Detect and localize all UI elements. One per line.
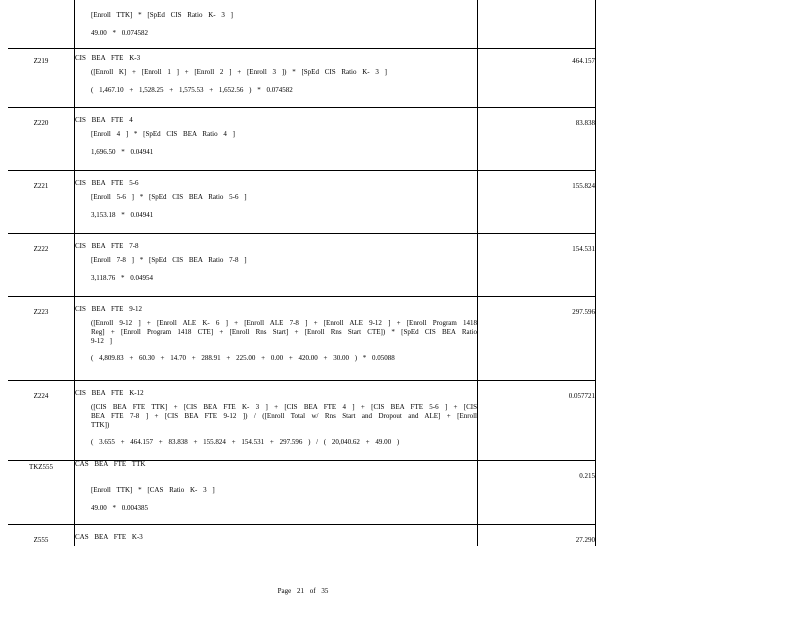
row-computation: 49.00 * 0.004385 (91, 503, 148, 512)
row-computation: 3,153.18 * 0.04941 (91, 210, 154, 219)
row-title: CAS BEA FTE K-3 (75, 532, 143, 541)
row-formula: ([Enroll 9-12 ] + [Enroll ALE K- 6 ] + [Enroll ALE 7-8 ] + [Enroll ALE 9-12 ] + [Enroll Program 1418 Reg] + [Enroll Program 1418 CTE] + [Enroll Rns Start] + [Enroll Rns Start CTE]) * [SpEd CIS BEA Ratio 9-12 ] (91, 318, 477, 345)
row-value: 0.057721 (478, 380, 596, 460)
page-footer (0, 587, 606, 595)
row-title: CIS BEA FTE 5-6 (75, 178, 139, 187)
row-value: 27.290 (478, 524, 596, 546)
table-row (8, 48, 596, 107)
page-label: Page (277, 587, 292, 595)
table-row (8, 296, 596, 380)
row-description (75, 170, 478, 233)
row-computation: 1,696.50 * 0.04941 (91, 147, 154, 156)
row-title: CIS BEA FTE K-12 (75, 388, 144, 397)
row-code: Z219 (8, 48, 75, 107)
table-row (8, 460, 596, 524)
row-code: Z555 (33, 535, 49, 544)
row-description (75, 233, 478, 296)
row-value: 155.824 (478, 170, 596, 233)
row-title: CAS BEA FTE TTK (75, 459, 146, 468)
row-description (75, 460, 478, 524)
page-total: 35 (321, 587, 329, 595)
row-formula: [Enroll TTK] * [CAS Ratio K- 3 ] (91, 485, 215, 494)
table-row (8, 524, 596, 546)
table-row (8, 107, 596, 170)
row-computation: 3,118.76 * 0.04954 (91, 273, 153, 282)
row-formula: [Enroll TTK] * [SpEd CIS Ratio K- 3 ] (91, 11, 233, 19)
row-description (75, 107, 478, 170)
row-value (478, 0, 596, 48)
row-computation: ( 1,467.10 + 1,528.25 + 1,575.53 + 1,652.56 ) * 0.074582 (91, 85, 293, 94)
row-code: Z221 (8, 170, 75, 233)
page-number: 21 (297, 587, 304, 595)
row-value: 154.531 (478, 233, 596, 296)
row-code (8, 0, 75, 48)
row-computation: 49.00 * 0.074582 (91, 29, 148, 37)
table-row (8, 233, 596, 296)
row-description (75, 48, 478, 107)
row-description (75, 0, 478, 48)
row-code: Z220 (8, 107, 75, 170)
row-value: 464.157 (478, 48, 596, 107)
row-description (75, 296, 478, 380)
row-value: 0.215 (478, 460, 596, 524)
row-computation: ( 3.655 + 464.157 + 83.838 + 155.824 + 154.531 + 297.596 ) / ( 20,040.62 + 49.00 ) (91, 437, 400, 446)
calculation-table (8, 0, 596, 546)
table-row (8, 380, 596, 460)
row-value: 297.596 (478, 296, 596, 380)
row-formula: ([CIS BEA FTE TTK] + [CIS BEA FTE K- 3 ] + [CIS BEA FTE 4 ] + [CIS BEA FTE 5-6 ] + [CIS BEA FTE 7-8 ] + [CIS BEA FTE 9-12 ]) / ([Enroll Total w/ Rns Start and Dropout and ALE] + [Enroll TTK]) (91, 402, 477, 429)
row-code: TKZ555 (8, 460, 75, 524)
row-value: 83.838 (478, 107, 596, 170)
row-formula: [Enroll 7-8 ] * [SpEd CIS BEA Ratio 7-8 ] (91, 255, 247, 264)
row-description (75, 524, 478, 546)
row-description (75, 380, 478, 460)
row-title: CIS BEA FTE 7-8 (75, 241, 139, 250)
row-formula: [Enroll 4 ] * [SpEd CIS BEA Ratio 4 ] (91, 129, 235, 138)
row-title: CIS BEA FTE 9-12 (75, 304, 143, 313)
row-computation: ( 4,809.83 + 60.30 + 14.70 + 288.91 + 225.00 + 0.00 + 420.00 + 30.00 ) * 0.05088 (91, 353, 395, 362)
row-title: CIS BEA FTE K-3 (75, 53, 141, 62)
table-row (8, 170, 596, 233)
row-code: Z222 (8, 233, 75, 296)
row-code: Z223 (8, 296, 75, 380)
row-formula: [Enroll 5-6 ] * [SpEd CIS BEA Ratio 5-6 ] (91, 192, 247, 201)
row-title: CIS BEA FTE 4 (75, 115, 133, 124)
of-label: of (309, 587, 316, 595)
row-formula: ([Enroll K] + [Enroll 1 ] + [Enroll 2 ] + [Enroll 3 ]) * [SpEd CIS Ratio K- 3 ] (91, 67, 387, 76)
continuation-row (8, 0, 596, 48)
row-code: Z224 (8, 380, 75, 460)
